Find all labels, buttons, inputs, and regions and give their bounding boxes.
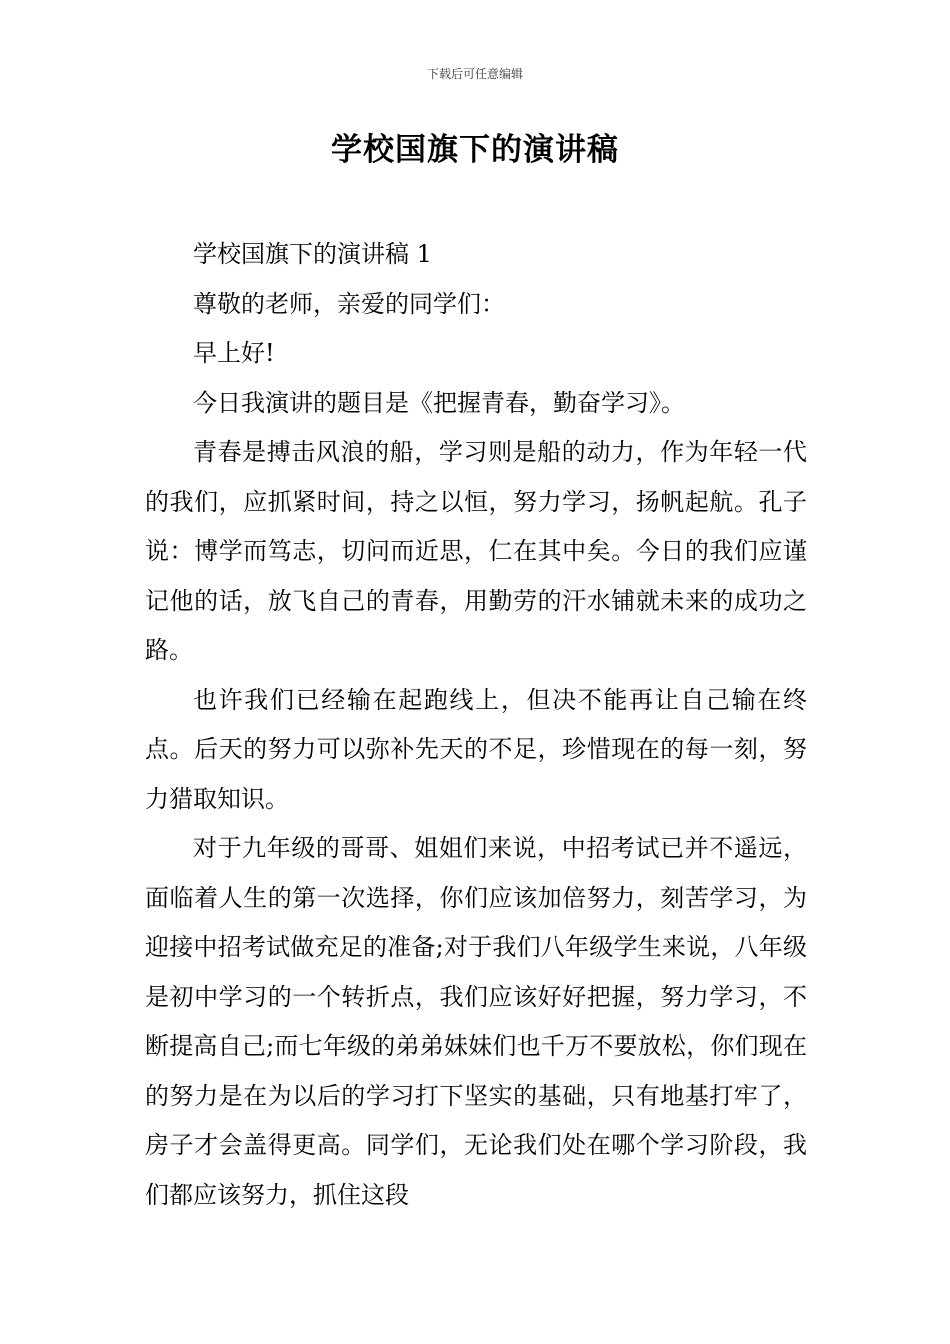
paragraph-heading: 学校国旗下的演讲稿 1 — [193, 240, 432, 268]
paragraph-greeting: 早上好! — [193, 339, 275, 367]
paragraph: 也许我们已经输在起跑线上，但决不能再让自己输在终点。后天的努力可以弥补先天的不足，珍惜现在的每一刻，努力猎取知识。 — [145, 685, 807, 813]
document-title: 学校国旗下的演讲稿 — [331, 132, 619, 168]
document-body — [145, 230, 807, 1220]
paragraph: 对于九年级的哥哥、姐姐们来说，中招考试已并不遥远，面临着人生的第一次选择，你们应该加倍努力，刻苦学习，为迎接中招考试做充足的准备;对于我们八年级学生来说，八年级是初中学习的一个转折点，我们应该好好把握，努力学习，不断提高自己;而七年级的弟弟妹妹们也千万不要放松，你们现在的努力是在为以后的学习打下坚实的基础，只有地基打牢了，房子才会盖得更高。同学们，无论我们处在哪个学习阶段，我们都应该努力，抓住这段 — [145, 834, 807, 1209]
paragraph-topic: 今日我演讲的题目是《把握青春，勤奋学习》。 — [193, 388, 685, 417]
paragraph: 青春是搏击风浪的船，学习则是船的动力，作为年轻一代的我们，应抓紧时间，持之以恒，努力学习，扬帆起航。孔子说：博学而笃志，切问而近思，仁在其中矣。今日的我们应谨记他的话，放飞自己的青春，用勤劳的汗水铺就未来的成功之路。 — [145, 438, 807, 664]
header-note: 下载后可任意编辑 — [426, 67, 523, 81]
paragraph-salutation: 尊敬的老师，亲爱的同学们： — [193, 289, 505, 318]
